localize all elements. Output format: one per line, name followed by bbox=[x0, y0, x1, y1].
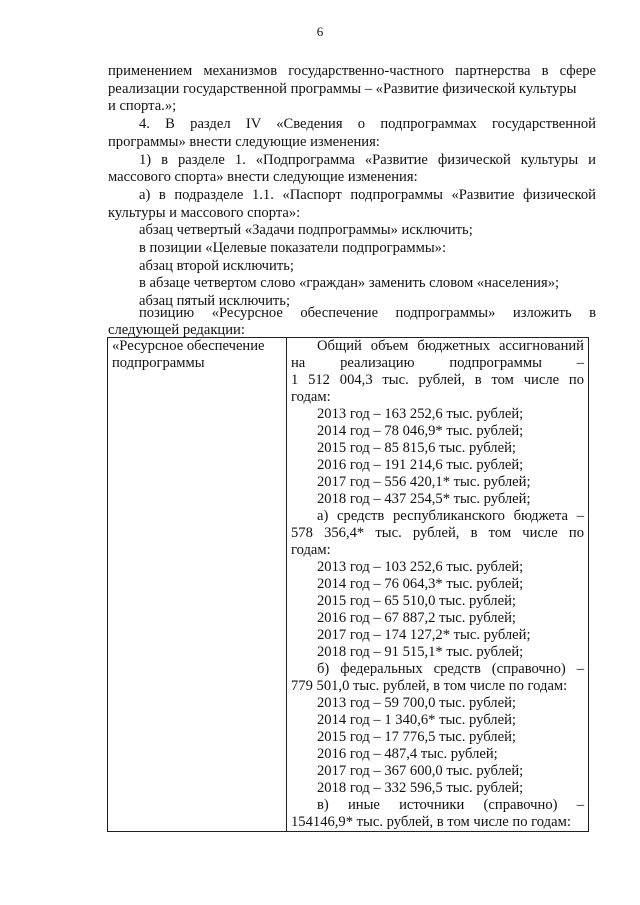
paragraph-line: абзац второй исключить; bbox=[139, 257, 294, 274]
funding-line: 2018 год – 332 596,5 тыс. рублей; bbox=[317, 780, 524, 796]
funding-line: 2016 год – 67 887,2 тыс. рублей; bbox=[317, 610, 516, 626]
funding-line: 2013 год – 163 252,6 тыс. рублей; bbox=[317, 406, 524, 422]
funding-line: в) иные источники (справочно) – bbox=[317, 797, 584, 813]
funding-line: 2016 год – 487,4 тыс. рублей; bbox=[317, 746, 498, 762]
funding-line: 1 512 004,3 тыс. рублей, в том числе по bbox=[291, 372, 584, 388]
position-label-line: подпрограммы bbox=[112, 355, 205, 371]
paragraph-line: 4. В раздел IV «Сведения о подпрограммах государственной bbox=[139, 116, 596, 133]
position-label-line: «Ресурсное обеспечение bbox=[112, 338, 265, 354]
position-label-cell bbox=[108, 338, 287, 832]
funding-line: 2014 год – 78 046,9* тыс. рублей; bbox=[317, 423, 524, 439]
funding-line: 2013 год – 59 700,0 тыс. рублей; bbox=[317, 695, 516, 711]
paragraph-line: 1) в разделе 1. «Подпрограмма «Развитие физической культуры и bbox=[139, 151, 596, 168]
paragraph-line: массового спорта» внести следующие изменения: bbox=[108, 169, 418, 186]
funding-line: 2017 год – 174 127,2* тыс. рублей; bbox=[317, 627, 531, 643]
funding-line: 2013 год – 103 252,6 тыс. рублей; bbox=[317, 559, 524, 575]
position-content-cell bbox=[287, 338, 589, 832]
funding-line: 2015 год – 85 815,6 тыс. рублей; bbox=[317, 440, 516, 456]
table-row bbox=[108, 338, 589, 832]
paragraph-line: в абзаце четвертом слово «граждан» заменить словом «населения»; bbox=[139, 275, 560, 292]
paragraph-line: реализации государственной программы – «Развитие физической культуры bbox=[108, 80, 577, 97]
paragraph-line: позицию «Ресурсное обеспечение подпрограммы» изложить в bbox=[139, 305, 596, 321]
funding-line: 779 501,0 тыс. рублей, в том числе по годам: bbox=[291, 678, 568, 694]
funding-line: Общий объем бюджетных ассигнований bbox=[317, 338, 584, 354]
paragraph-line: а) в подразделе 1.1. «Паспорт подпрограммы «Развитие физической bbox=[139, 186, 596, 203]
paragraph-line: культуры и массового спорта»: bbox=[108, 204, 301, 221]
funding-line: 2016 год – 191 214,6 тыс. рублей; bbox=[317, 457, 524, 473]
paragraph-line: и спорта.»; bbox=[108, 98, 177, 115]
paragraph-line: программы» внести следующие изменения: bbox=[108, 133, 380, 150]
paragraph-line: абзац пятый исключить; bbox=[139, 293, 291, 310]
funding-line: годам: bbox=[291, 389, 331, 405]
funding-line: 2014 год – 1 340,6* тыс. рублей; bbox=[317, 712, 516, 728]
resource-table bbox=[107, 337, 589, 832]
paragraph-line: в позиции «Целевые показатели подпрограммы»: bbox=[139, 240, 447, 256]
funding-line: 2017 год – 367 600,0 тыс. рублей; bbox=[317, 763, 524, 779]
funding-line: а) средств республиканского бюджета – bbox=[317, 508, 584, 524]
page-number: 6 bbox=[316, 24, 324, 39]
funding-line: 2018 год – 91 515,1* тыс. рублей; bbox=[317, 644, 524, 660]
funding-line: 2015 год – 65 510,0 тыс. рублей; bbox=[317, 593, 516, 609]
funding-line: 2014 год – 76 064,3* тыс. рублей; bbox=[317, 576, 524, 592]
funding-line: б) федеральных средств (справочно) – bbox=[317, 661, 584, 677]
paragraph-line: абзац четвертый «Задачи подпрограммы» исключить; bbox=[139, 222, 473, 239]
funding-line: 578 356,4* тыс. рублей, в том числе по bbox=[291, 525, 584, 541]
funding-line: годам: bbox=[291, 542, 331, 558]
paragraph-line: применением механизмов государственно-частного партнерства в сфере bbox=[108, 63, 596, 79]
funding-line: на реализацию подпрограммы – bbox=[291, 355, 584, 371]
funding-line: 2018 год – 437 254,5* тыс. рублей; bbox=[317, 491, 531, 507]
funding-line: 2017 год – 556 420,1* тыс. рублей; bbox=[317, 474, 531, 490]
funding-line: 2015 год – 17 776,5 тыс. рублей; bbox=[317, 729, 516, 745]
funding-line: 154146,9* тыс. рублей, в том числе по годам: bbox=[291, 814, 571, 830]
paragraph-line: следующей редакции: bbox=[108, 322, 245, 338]
